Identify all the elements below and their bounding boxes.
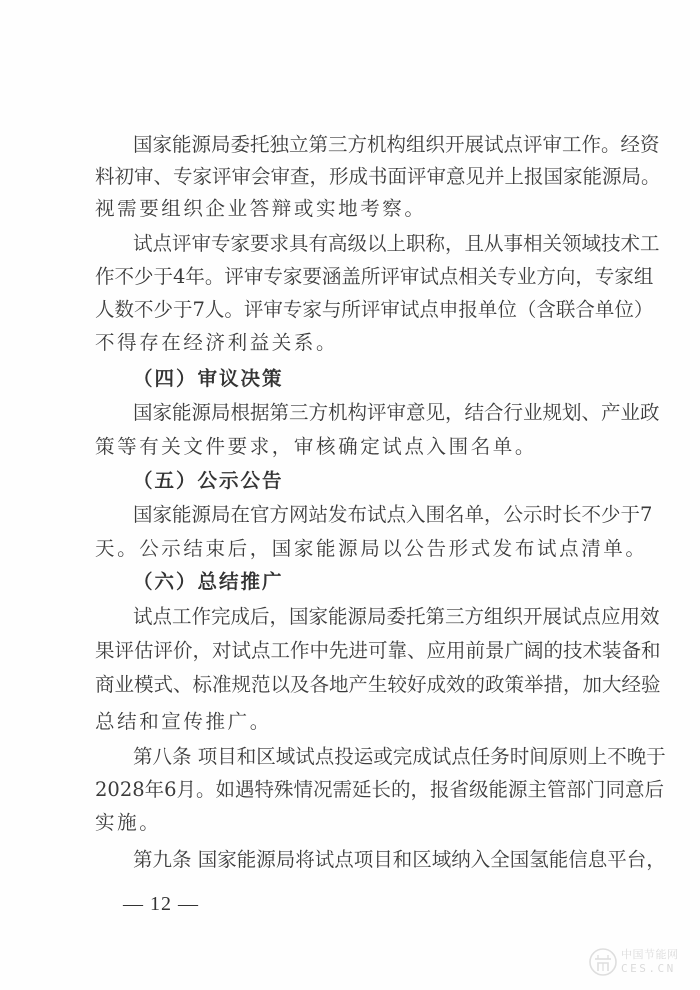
section-heading: （五）公示公告 bbox=[133, 469, 284, 492]
paragraph-line: 不得存在经济利益关系。 bbox=[95, 331, 339, 354]
watermark bbox=[588, 944, 698, 984]
paragraph-line: 实施。 bbox=[95, 811, 162, 834]
section-heading: （四）审议决策 bbox=[133, 367, 284, 390]
section-heading: （六）总结推广 bbox=[133, 570, 284, 593]
paragraph-line: 总结和宣传推广。 bbox=[95, 710, 272, 733]
paragraph-line: 试点评审专家要求具有高级以上职称，且从事相关领域技术工 bbox=[133, 232, 660, 255]
paragraph-line: 国家能源局委托独立第三方机构组织开展试点评审工作。经资 bbox=[133, 133, 660, 156]
paragraph-line: 国家能源局根据第三方机构评审意见，结合行业规划、产业政 bbox=[133, 401, 660, 424]
paragraph-line: 料初审、专家评审会审查，形成书面评审意见并上报国家能源局。 bbox=[95, 165, 661, 188]
ces-logo-icon bbox=[588, 947, 618, 977]
article-line: 第八条 项目和区域试点投运或完成试点任务时间原则上不晚于 bbox=[133, 745, 666, 768]
paragraph-line: 国家能源局在官方网站发布试点入围名单，公示时长不少于7 bbox=[133, 503, 653, 526]
paragraph-line: 视需要组织企业答辩或实地考察。 bbox=[95, 197, 427, 220]
paragraph-line: 果评估评价，对试点工作中先进可靠、应用前景广阔的技术装备和 bbox=[95, 639, 661, 662]
page-number: — 12 — bbox=[123, 893, 199, 915]
paragraph-line: 商业模式、标准规范以及各地产生较好成效的政策举措，加大经验 bbox=[95, 673, 661, 696]
paragraph-line: 天。公示结束后，国家能源局以公告形式发布试点清单。 bbox=[95, 537, 648, 560]
article-line: 第九条 国家能源局将试点项目和区域纳入全国氢能信息平台， bbox=[133, 848, 666, 871]
paragraph-line: 2028年6月。如遇特殊情况需延长的，报省级能源主管部门同意后 bbox=[95, 778, 665, 801]
watermark-chinese-name: 中国节能网 bbox=[621, 948, 679, 961]
paragraph-line: 人数不少于7人。评审专家与所评审试点申报单位（含联合单位） bbox=[95, 298, 654, 321]
paragraph-line: 策等有关文件要求，审核确定试点入围名单。 bbox=[95, 435, 538, 458]
paragraph-line: 试点工作完成后，国家能源局委托第三方组织开展试点应用效 bbox=[133, 605, 660, 628]
paragraph-line: 作不少于4年。评审专家要涵盖所评审试点相关专业方向，专家组 bbox=[95, 265, 654, 288]
watermark-english-name: CES.CN bbox=[621, 962, 676, 975]
